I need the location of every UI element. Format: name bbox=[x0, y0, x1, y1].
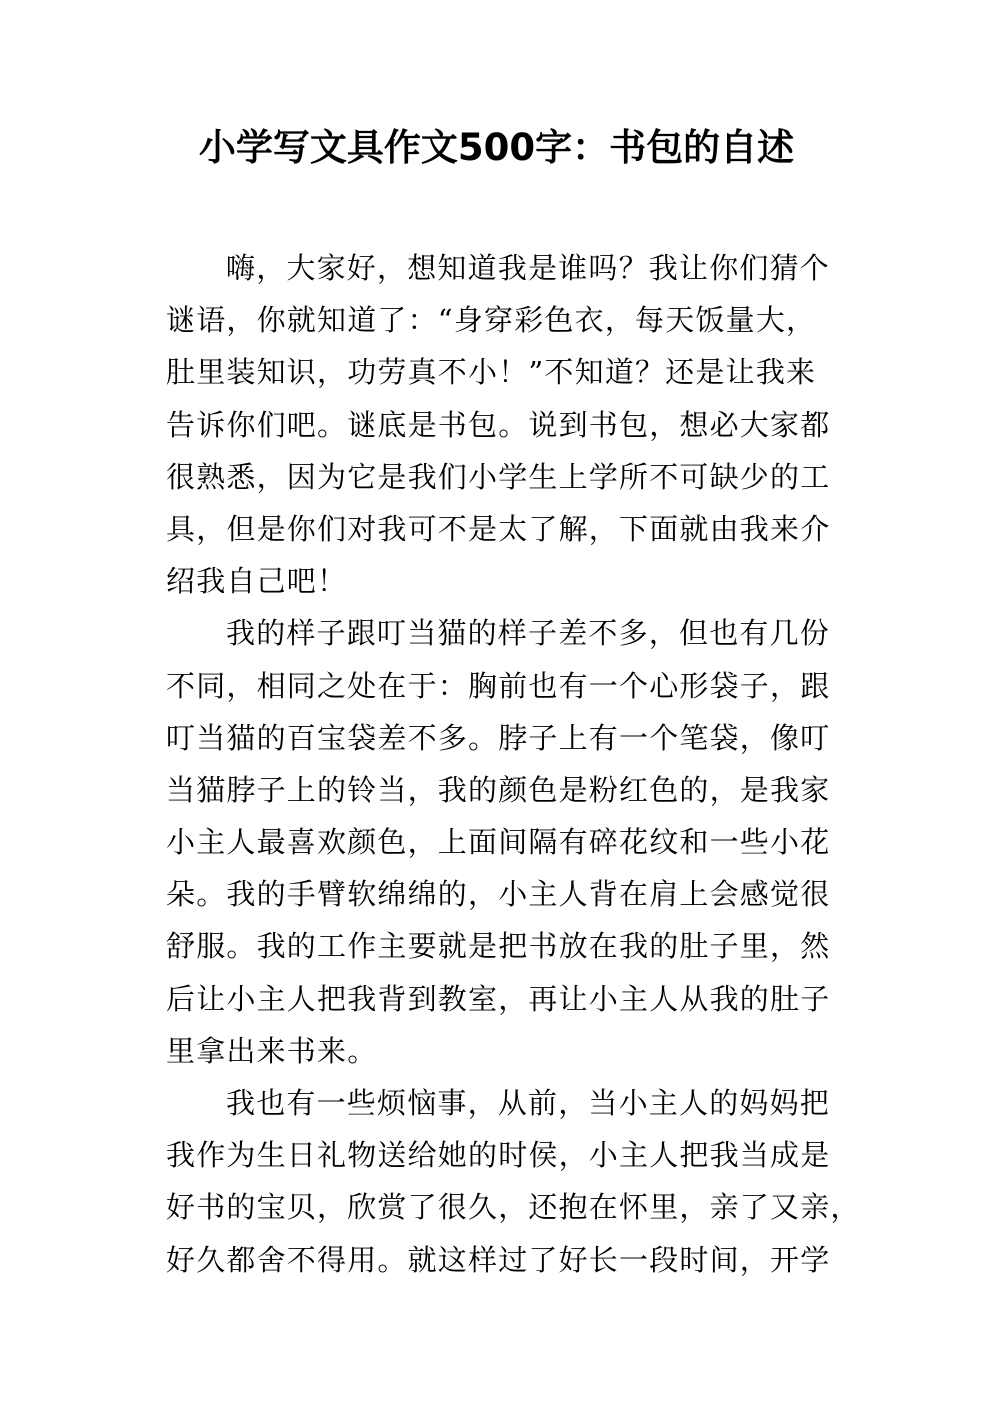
paragraph-2-line-1: 我的样子跟叮当猫的样子差不多，但也有几份 bbox=[226, 616, 831, 651]
paragraph-1-line-5: 很熟悉，因为它是我们小学生上学所不可缺少的工 bbox=[166, 459, 831, 494]
paragraph-2-line-2: 不同，相同之处在于：胸前也有一个心形袋子，跟 bbox=[166, 668, 831, 703]
paragraph-3-line-2: 我作为生日礼物送给她的时侯，小主人把我当成是 bbox=[166, 1138, 831, 1173]
paragraph-3-line-3: 好书的宝贝，欣赏了很久，还抱在怀里，亲了又亲， bbox=[166, 1190, 861, 1225]
document-title: 小学写文具作文500字：书包的自述 bbox=[198, 126, 795, 169]
paragraph-1-line-1: 嗨，大家好，想知道我是谁吗？我让你们猜个 bbox=[226, 251, 831, 285]
paragraph-2-line-9: 里拿出来书来。 bbox=[166, 1033, 378, 1068]
paragraph-2-line-6: 朵。我的手臂软绵绵的，小主人背在肩上会感觉很 bbox=[166, 877, 831, 912]
paragraph-2-line-8: 后让小主人把我背到教室，再让小主人从我的肚子 bbox=[166, 981, 831, 1016]
paragraph-1-line-2: 谜语，你就知道了：“身穿彩色衣，每天饭量大， bbox=[166, 303, 817, 338]
paragraph-2-line-7: 舒服。我的工作主要就是把书放在我的肚子里，然 bbox=[166, 929, 831, 964]
paragraph-1-line-6: 具，但是你们对我可不是太了解，下面就由我来介 bbox=[166, 511, 831, 546]
paragraph-2-line-3: 叮当猫的百宝袋差不多。脖子上有一个笔袋，像叮 bbox=[166, 720, 831, 755]
paragraph-2-line-5: 小主人最喜欢颜色，上面间隔有碎花纹和一些小花 bbox=[166, 825, 831, 860]
paragraph-3-line-1: 我也有一些烦恼事，从前，当小主人的妈妈把 bbox=[226, 1086, 831, 1120]
paragraph-1-line-3: 肚里装知识，功劳真不小！”不知道？还是让我来 bbox=[166, 355, 817, 390]
essay-body bbox=[166, 242, 861, 1286]
paragraph-2-line-4: 当猫脖子上的铃当，我的颜色是粉红色的，是我家 bbox=[166, 772, 831, 807]
paragraph-1-line-7: 绍我自己吧！ bbox=[166, 564, 348, 599]
paragraph-3-line-4: 好久都舍不得用。就这样过了好长一段时间，开学 bbox=[166, 1242, 831, 1277]
paragraph-1-line-4: 告诉你们吧。谜底是书包。说到书包，想必大家都 bbox=[166, 407, 831, 442]
